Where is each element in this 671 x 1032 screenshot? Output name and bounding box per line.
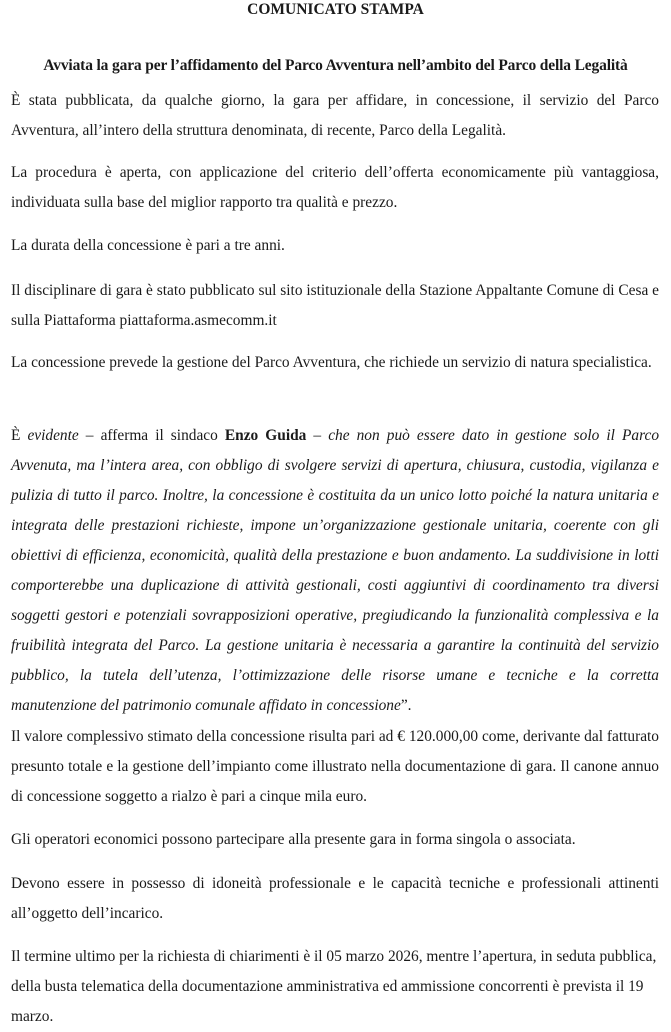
mayor-quote-paragraph xyxy=(11,421,659,721)
quote-attribution-pre: – afferma il sindaco xyxy=(78,427,225,444)
quote-opening: È xyxy=(11,427,28,444)
paragraph-duration: La durata della concessione è pari a tre anni. xyxy=(11,237,285,254)
paragraph-participation: Gli operatori economici possono partecipare alla presente gara in forma singola o associata. xyxy=(11,831,576,848)
paragraph-disciplinare: Il disciplinare di gara è stato pubblicato sul sito istituzionale della Stazione Appaltante Comune di Cesa e sulla Piattaforma piattaforma.asmecomm.it xyxy=(11,282,659,329)
headline: Avviata la gara per l’affidamento del Parco Avventura nell’ambito del Parco della Legalità xyxy=(43,57,628,74)
quote-closing: ”. xyxy=(400,697,412,714)
quote-evidente: evidente xyxy=(27,427,79,444)
document-header: COMUNICATO STAMPA xyxy=(247,1,424,18)
paragraph-requirements: Devono essere in possesso di idoneità professionale e le capacità tecniche e professionali attinenti all’oggetto dell’incarico. xyxy=(11,875,659,922)
paragraph-deadlines: Il termine ultimo per la richiesta di chiarimenti è il 05 marzo 2026, mentre l’apertura, in seduta pubblica, della busta telematica della documentazione amministrativa ed ammissione concorrenti è prevista il 19 marzo. xyxy=(11,948,657,1025)
mayor-name: Enzo Guida xyxy=(224,427,307,444)
paragraph-scope: La concessione prevede la gestione del Parco Avventura, che richiede un servizio di natura specialistica. xyxy=(11,354,652,371)
quote-body: che non può essere dato in gestione solo il Parco Avvenuta, ma l’intera area, con obbligo di svolgere servizi di apertura, chiusura, custodia, vigilanza e pulizia di tutto il parco. Inoltre, la concessione è costituita da un unico lotto poiché la natura unitaria e integrata delle prestazioni richieste, impone un’organizzazione gestionale unitaria, coerente con gli obiettivi di efficienza, economicità, qualità della prestazione e buon andamento. La suddivisione in lotti comporterebbe una duplicazione di attività gestionali, costi aggiuntivi di coordinamento tra diversi soggetti gestori e potenziali sovrapposizioni operative, pregiudicando la funzionalità complessiva e la fruibilità integrata del Parco. La gestione unitaria è necessaria a garantire la continuità del servizio pubblico, la tutela dell’utenza, l’ottimizzazione delle risorse umane e tecniche e la corretta manutenzione del patrimonio comunale affidato in concessione xyxy=(11,427,660,714)
paragraph-value: Il valore complessivo stimato della concessione risulta pari ad € 120.000,00 come, derivante dal fatturato presunto totale e la gestione dell’impianto come illustrato nella documentazione di gara. Il canone annuo di concessione soggetto a rialzo è pari a cinque mila euro. xyxy=(11,728,659,805)
paragraph-publication: È stata pubblicata, da qualche giorno, la gara per affidare, in concessione, il servizio del Parco Avventura, all’intero della struttura denominata, di recente, Parco della Legalità. xyxy=(11,92,659,139)
paragraph-procedure: La procedura è aperta, con applicazione del criterio dell’offerta economicamente più vantaggiosa, individuata sulla base del miglior rapporto tra qualità e prezzo. xyxy=(11,164,659,211)
quote-attribution-post: – xyxy=(306,427,329,444)
